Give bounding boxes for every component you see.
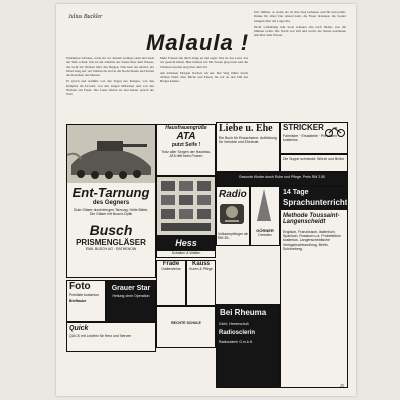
bicycle-icon [325, 125, 345, 137]
ata-top: Hausfrauengrüße [165, 125, 207, 131]
ad-liebe-ehe [216, 122, 280, 172]
rechte-body: RECHTE SCHULE [171, 321, 201, 325]
ad-kinder [216, 172, 348, 186]
liebe-title: Liebe u. Ehe [219, 123, 273, 134]
article-col-right [254, 10, 346, 118]
rheuma-title: Bei Rheuma [220, 308, 267, 317]
radio-brand: Radio [219, 189, 247, 200]
sprach-head: 14 Tage [281, 187, 347, 198]
page-number: 25 [340, 383, 344, 388]
ad-frade [156, 260, 186, 306]
ata-note: Trotz aller Sorgen der Hausfrau, ATA hilft beim Putzen [161, 150, 211, 159]
article-paragraph: lich, fühlten, so stolze als ob ihre Sieg bedeutet, und für und prahlt. Danke für alles! Der Abend kam, die Feuer brannten, die Lieder klangen über das Lager hin. [254, 10, 346, 23]
stricker-brand: STRICKER [283, 123, 324, 132]
sprach-body: Englisch, Französisch, Italienisch, Spanisch, Russisch u.a. Probelektion kostenlos. Langenscheidtsche Verlagsbuchhandlung, Berlin-Schöneberg. [283, 230, 341, 251]
article-col-left [66, 56, 154, 126]
busch-address: EMIL BUSCH AG · RATHENOW [85, 247, 137, 252]
ad-kauss [186, 260, 216, 306]
rheuma-sub: Gicht, Hexenschuß [219, 322, 249, 326]
ad-busch-binoculars [66, 124, 156, 278]
busch-body: Gute Gläser durchdringen Tarnung. Helle Bilder, Die Gläser mit Busch-Optik [73, 208, 149, 217]
article-paragraph: Nicht vollständig sehr hoch schauen alle nach Süden, was die Männer reden. Die Nacht war still und warm, die Sterne leuchteten hell über dem Wasser. [254, 24, 346, 38]
busch-subheadline: des Gegners [92, 200, 130, 206]
article-col-mid [160, 56, 248, 126]
article-paragraph: Er sprach und erzählte von den Tagen des Krieges, von den Kämpfen im Urwald, von den langen Märschen und von den Nächten am Feuer. Die Leute hörten zu und keiner sprach ein Wort. [66, 79, 154, 97]
ad-foto [66, 280, 106, 322]
radio-body: Volksempfänger ab RM 35.- [218, 232, 248, 241]
radio-icon [217, 202, 247, 226]
kauss-title: Kauss [191, 261, 210, 267]
mess-sub: Schalten & Walten [171, 251, 201, 255]
ad-sprachunterricht [280, 186, 348, 388]
ata-brand: ATA [176, 131, 196, 142]
star-title: Grauer Star [111, 285, 151, 292]
fraede-sub: Gallensteine [161, 267, 181, 271]
article-paragraph: Wunderbar schönes, wenn ihr vor diesem Gebirge steht und nach der Tiefe schaut. Das ist der Anblick der Sonne über dem Wasser, das Licht der Wolken über den Bergen. Nun kam der Abend, der Mond stieg auf, wir blieben bis tief in die Nacht hinein und hörten das Rauschen des Meeres. [66, 56, 154, 78]
goerner-city: Dresden [258, 233, 272, 237]
ad-grauer-star [106, 280, 156, 322]
star-body: Heilung ohne Operation [112, 294, 150, 298]
suppe-body: Die Suppe schmeckt: Würze und Brühe [283, 157, 345, 161]
quick-title: Quick [69, 325, 89, 332]
sprach-title: Sprachunterricht [281, 198, 347, 210]
fraede-title: Frade [162, 261, 180, 267]
author-name: Julius Buckler [68, 14, 103, 20]
ad-stricker [280, 122, 348, 154]
ad-product-grid [156, 176, 216, 258]
ad-goerner [250, 186, 280, 246]
busch-brand: Busch [89, 222, 133, 239]
ad-ata [156, 124, 216, 176]
foto-sub: Preisliste kostenlos [69, 293, 99, 297]
mess-brand: Hess [157, 235, 215, 251]
radio-sets-illustration [157, 177, 215, 235]
foto-title: Foto [69, 281, 91, 292]
rheuma-product: Radiosclerin [219, 330, 256, 337]
tower-illustration [251, 187, 277, 223]
ad-quick [66, 322, 156, 352]
ad-rheuma [216, 304, 280, 388]
rheuma-addr: Radiosclerin G.m.b.H. [219, 340, 254, 345]
ad-rechte-schule [156, 306, 216, 348]
tank-illustration [67, 125, 155, 183]
ad-suppe [280, 154, 348, 172]
sprach-method: Methode Toussaint-Langenscheidt [283, 213, 340, 225]
ad-radio [216, 186, 250, 246]
liebe-body: Ein Buch für Erwachsene. Aufklärung für Verlobte und Eheleute. [219, 136, 277, 145]
busch-headline: Ent-Tarnung [72, 185, 150, 200]
stricker-body: Fahrräder · Ersatzteile · Preislisten kostenlos [283, 134, 338, 143]
article-paragraph: Am nächsten Morgen brachen wir auf. Der Weg führte durch dichten Wald, über Bäche und Felsen, bis wir an den Fuß des Berges kamen. [160, 70, 248, 84]
goerner-brand: GÖRNER [256, 228, 274, 233]
article-title: Malaula ! [146, 30, 250, 55]
busch-product: PRISMENGLÄSER [76, 238, 146, 248]
quick-body: QUICK mit Lecithin für Herz und Nerven [69, 334, 132, 338]
magazine-page [56, 4, 356, 396]
article-paragraph: Mein Freund sah mich lange an und sagte: Das ist das Land, das wir gesucht haben. Hier bleiben wir. Die Sonne ging unter und die Schatten wurden lang über dem Tal. [160, 56, 248, 69]
kauss-sub: Kuren & Pflege [189, 267, 213, 271]
kinder-body: Gesunde Kinder durch Ruhe und Pflege. Preis RM 2.50 [238, 175, 326, 179]
foto-name: Brieftaube [69, 299, 87, 304]
ata-tail: putzt Seife ! [171, 142, 201, 148]
